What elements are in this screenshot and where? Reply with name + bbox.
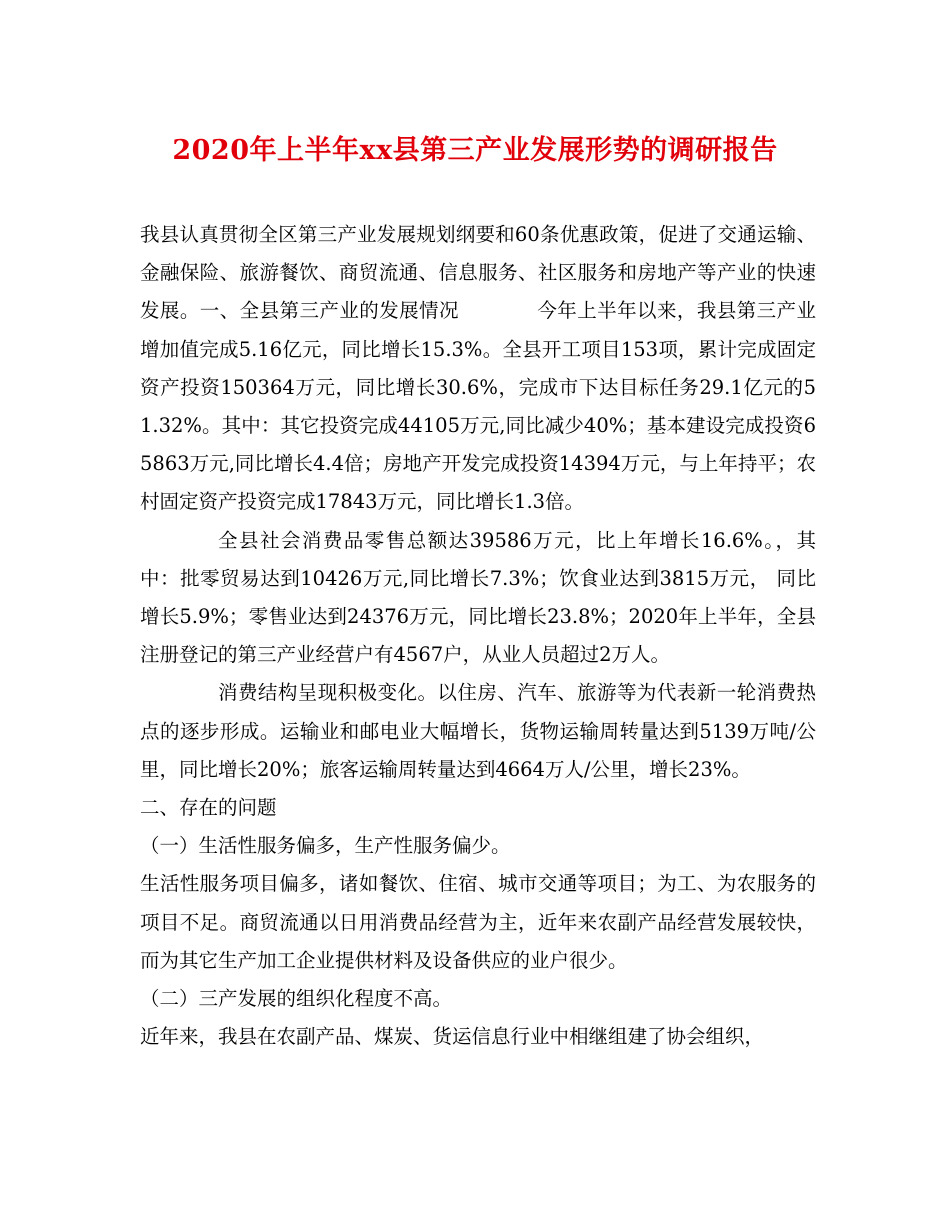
paragraph-overview-part-a: 我县认真贯彻全区第三产业发展规划纲要和60条优惠政策，促进了交通运输、金融保险、旅游餐饮、商贸流通、信息服务、社区服务和房地产等产业的快速发展。一、全县第三产业的发展情况 <box>140 223 816 323</box>
document-title: 2020年上半年xx县第三产业发展形势的调研报告 <box>172 135 778 166</box>
paragraph-organization-level: 近年来，我县在农副产品、煤炭、货运信息行业中相继组建了协会组织， <box>140 1025 765 1049</box>
subheading-organization-level: （二）三产发展的组织化程度不高。 <box>140 987 453 1011</box>
section-heading-problems: 二、存在的问题 <box>140 796 277 820</box>
document-body <box>140 216 816 1056</box>
paragraph-retail-sales: 全县社会消费品零售总额达39586万元，比上年增长16.6%。，其中：批零贸易达到10426万元,同比增长7.3%；饮食业达到3815万元， 同比增长5.9%；零售业达到24376万元，同比增长23.8%；2020年上半年，全县注册登记的第三产业经营户有4567户，从业人员超过2万人。 <box>140 528 816 667</box>
paragraph-overview <box>140 216 816 522</box>
subheading-service-imbalance: （一）生活性服务偏多，生产性服务偏少。 <box>140 834 511 858</box>
paragraph-consumption-structure: 消费结构呈现积极变化。以住房、汽车、旅游等为代表新一轮消费热点的逐步形成。运输业和邮电业大幅增长，货物运输周转量达到5139万吨/公里，同比增长20%；旅客运输周转量达到4664万人/公里，增长23%。 <box>140 681 816 781</box>
paragraph-overview-part-b: 今年上半年以来，我县第三产业增加值完成5.16亿元，同比增长15.3%。全县开工项目153项，累计完成固定资产投资150364万元，同比增长30.6%，完成市下达目标任务29.1亿元的51.32%。其中：其它投资完成44105万元,同比减少40%；基本建设完成投资65863万元,同比增长4.4倍；房地产开发完成投资14394万元，与上年持平；农村固定资产投资完成17843万元，同比增长1.3倍。 <box>140 299 816 514</box>
paragraph-service-imbalance: 生活性服务项目偏多，诸如餐饮、住宿、城市交通等项目；为工、为农服务的项目不足。商贸流通以日用消费品经营为主，近年来农副产品经营发展较快，而为其它生产加工企业提供材料及设备供应的业户很少。 <box>140 872 816 972</box>
